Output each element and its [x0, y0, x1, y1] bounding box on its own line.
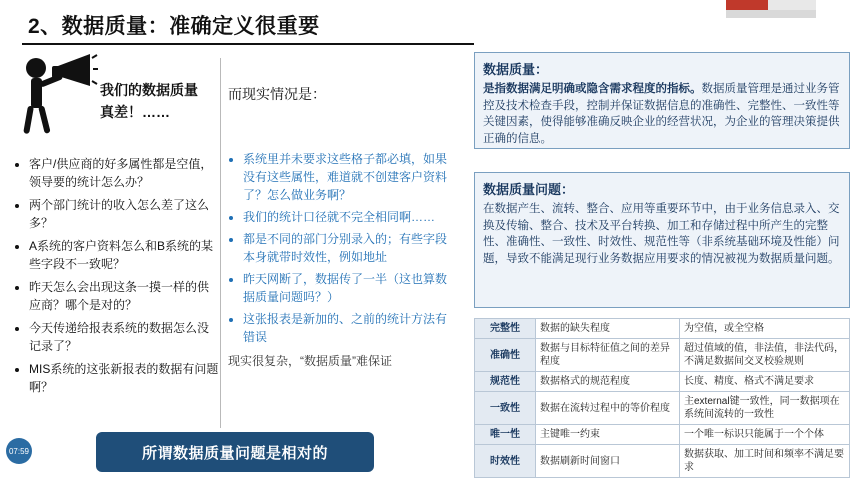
list-item: • 系统里并未要求这些格子都必填，如果没有这些属性，难道就不创建客户资料了？怎么做业务啊？	[243, 150, 450, 204]
definition-box-quality	[474, 52, 850, 149]
left-bullets	[14, 155, 219, 401]
table-row	[475, 445, 850, 478]
box-heading: 数据质量：	[483, 62, 549, 77]
list-item: • MIS系统的这张新报表的数据有问题啊？	[29, 360, 219, 396]
table-cell-definition: 数据在流转过程中的等价程度	[536, 392, 680, 425]
table-row	[475, 319, 850, 339]
box-heading: 数据质量问题：	[483, 182, 575, 197]
timer-badge: 07:59	[6, 438, 32, 464]
table-cell-dimension: 时效性	[475, 445, 536, 478]
megaphone-person-icon	[14, 52, 98, 144]
speech-text: 我们的数据质量真差！……	[100, 82, 198, 120]
list-item: • A系统的客户资料怎么和B系统的某些字段不一致呢？	[29, 237, 219, 273]
table-row	[475, 339, 850, 372]
middle-footer-text: 现实很复杂，“数据质量”难保证	[228, 354, 392, 368]
table-cell-note: 数据获取、加工时间和频率不满足要求	[680, 445, 850, 478]
box-text-body: 数据质量管理是通过业务管控及技术检查手段，控制并保证数据信息的准确性、完整性、一致性等关键因素，使得能够准确反映企业的经营状况，为企业的管理决策提供正确的信息。	[483, 83, 840, 146]
list-item: • 客户/供应商的好多属性都是空值，领导要的统计怎么办？	[29, 155, 219, 191]
table-cell-dimension: 唯一性	[475, 425, 536, 445]
box-text	[483, 81, 841, 148]
dimension-table	[474, 318, 850, 478]
list-item: • 昨天怎么会出现这条一摸一样的供应商？哪个是对的？	[29, 278, 219, 314]
decor-top-right-bar	[726, 10, 816, 18]
middle-bullets	[228, 150, 450, 374]
table-cell-note: 长度、精度、格式不满足要求	[680, 372, 850, 392]
table-cell-note: 主external键一致性，同一数据项在系统间流转的一致性	[680, 392, 850, 425]
list-item: • 这张报表是新加的、之前的统计方法有错误	[243, 310, 450, 346]
decor-block-red	[726, 0, 768, 10]
box-text-body: 在数据产生、流转、整合、应用等重要环节中，由于业务信息录入、交换及传输、整合、技术及平台转换、加工和存储过程中所产生的完整性、准确性、一致性、时效性、规范性等（非系统基础环境及性能）问题，导致不能满足现行业务数据应用要求的情况被视为数据质量问题。	[483, 203, 840, 266]
table-cell-note: 一个唯一标识只能属于一个个体	[680, 425, 850, 445]
list-item: • 今天传递给报表系统的数据怎么没记录了？	[29, 319, 219, 355]
table-row	[475, 425, 850, 445]
list-item: • 两个部门统计的收入怎么差了这么多？	[29, 196, 219, 232]
definition-box-quality-issue	[474, 172, 850, 308]
column-divider	[220, 58, 221, 428]
table-cell-dimension: 完整性	[475, 319, 536, 339]
table-cell-note: 超过值域的值，非法值，非法代码，不满足数据间交叉校验规则	[680, 339, 850, 372]
table-row	[475, 372, 850, 392]
table-cell-note: 为空值，或全空格	[680, 319, 850, 339]
list-item: • 我们的统计口径就不完全相同啊……	[243, 208, 450, 226]
list-item: • 都是不同的部门分别录入的；有些字段本身就带时效性，例如地址	[243, 230, 450, 266]
table-cell-definition: 主键唯一约束	[536, 425, 680, 445]
table-cell-dimension: 准确性	[475, 339, 536, 372]
table-cell-dimension: 规范性	[475, 372, 536, 392]
box-text	[483, 201, 841, 268]
table-cell-definition: 数据格式的规范程度	[536, 372, 680, 392]
title-underline	[22, 43, 474, 45]
middle-column-header: 而现实情况是：	[228, 86, 326, 102]
list-item: • 昨天网断了，数据传了一半（这也算数据质量问题吗？）	[243, 270, 450, 306]
page-title: 2、数据质量：准确定义很重要	[28, 15, 320, 38]
table-cell-dimension: 一致性	[475, 392, 536, 425]
table-cell-definition: 数据与目标特征值之间的差异程度	[536, 339, 680, 372]
bottom-banner: 所谓数据质量问题是相对的	[96, 432, 374, 472]
decor-block-gray	[768, 0, 816, 10]
table-cell-definition: 数据刷新时间窗口	[536, 445, 680, 478]
table-row	[475, 392, 850, 425]
box-text-lead: 是指数据满足明确或隐含需求程度的指标。	[483, 83, 702, 95]
table-cell-definition: 数据的缺失程度	[536, 319, 680, 339]
